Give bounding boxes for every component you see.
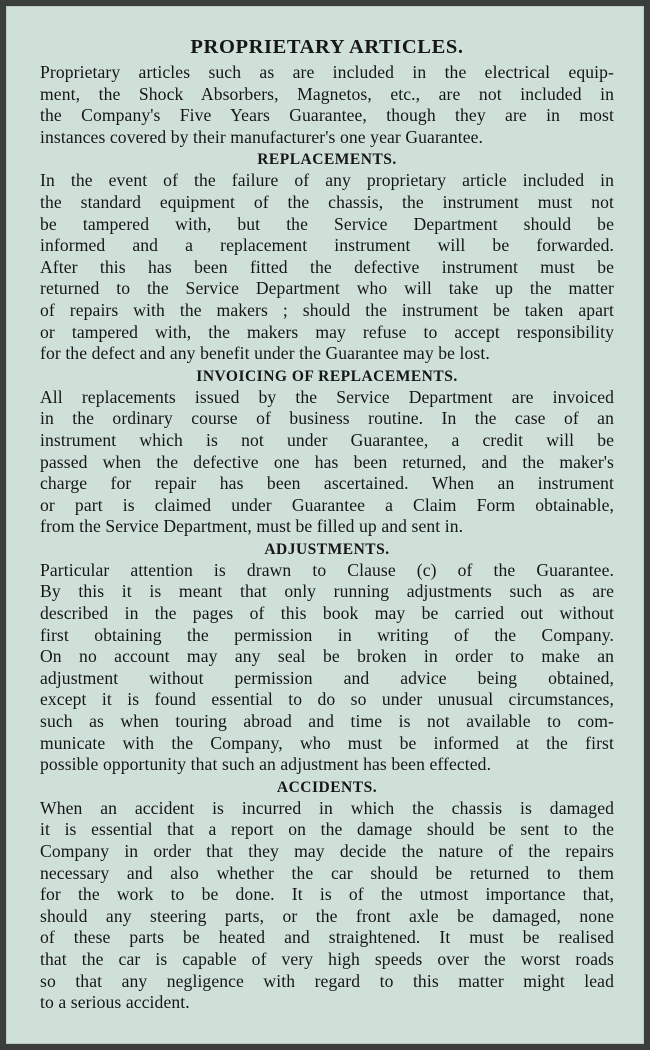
section-heading-adjustments: ADJUSTMENTS. bbox=[264, 540, 390, 558]
page-content bbox=[40, 34, 614, 1015]
text-line: be tampered with, but the Service Department should be bbox=[40, 213, 614, 234]
text-line: informed and a replacement instrument will be forwarded. bbox=[40, 235, 614, 256]
paragraph-accidents bbox=[40, 798, 614, 1014]
section-heading-proprietary-articles: PROPRIETARY ARTICLES. bbox=[190, 36, 464, 58]
text-line: from the Service Department, must be filled up and sent in. bbox=[40, 516, 464, 537]
text-line: Proprietary articles such as are included in the electrical equip- bbox=[40, 62, 614, 82]
text-line: or part is claimed under Guarantee a Claim Form obtainable, bbox=[40, 494, 614, 515]
paragraph-proprietary-articles bbox=[40, 62, 614, 148]
text-line: When an accident is incurred in which the chassis is damaged bbox=[40, 797, 614, 818]
text-line: first obtaining the permission in writing of the Company. bbox=[40, 624, 614, 645]
text-line: municate with the Company, who must be informed at the first bbox=[40, 732, 614, 753]
text-line: On no account may any seal be broken in order to make an bbox=[40, 646, 614, 667]
text-line: By this it is meant that only running adjustments such as are bbox=[40, 581, 614, 602]
text-line: except it is found essential to do so under unusual circumstances, bbox=[40, 689, 614, 710]
text-line: such as when touring abroad and time is not available to com- bbox=[40, 711, 614, 732]
section-heading-accidents: ACCIDENTS. bbox=[276, 778, 378, 796]
text-line: necessary and also whether the car should be returned to them bbox=[40, 862, 614, 883]
text-line: described in the pages of this book may be carried out without bbox=[40, 603, 614, 624]
paragraph-invoicing bbox=[40, 387, 614, 538]
text-line: of repairs with the makers ; should the instrument be taken apart bbox=[40, 299, 614, 320]
text-line: to a serious accident. bbox=[40, 992, 190, 1013]
text-line: it is essential that a report on the damage should be sent to the bbox=[40, 819, 614, 840]
text-line: or tampered with, the makers may refuse to accept responsibility bbox=[40, 321, 614, 342]
text-line: for the work to be done. It is of the utmost importance that, bbox=[40, 884, 614, 905]
section-heading-invoicing: INVOICING OF REPLACEMENTS. bbox=[196, 367, 458, 385]
text-line: the Company's Five Years Guarantee, though they are in most bbox=[40, 105, 614, 126]
text-line: In the event of the failure of any proprietary article included in bbox=[40, 170, 614, 191]
text-line: possible opportunity that such an adjustment has been effected. bbox=[40, 754, 492, 775]
text-line: instances covered by their manufacturer's one year Guarantee. bbox=[40, 126, 484, 147]
text-line: After this has been fitted the defective instrument must be bbox=[40, 256, 614, 277]
text-line: Company in order that they may decide the nature of the repairs bbox=[40, 841, 614, 861]
paragraph-adjustments bbox=[40, 560, 614, 776]
text-line: charge for repair has been ascertained. When an instrument bbox=[40, 473, 614, 494]
text-line: in the ordinary course of business routine. In the case of an bbox=[40, 408, 614, 429]
text-line: should any steering parts, or the front axle be damaged, none bbox=[40, 905, 614, 926]
text-line: ment, the Shock Absorbers, Magnetos, etc., are not included in bbox=[40, 83, 614, 104]
text-line: adjustment without permission and advice being obtained, bbox=[40, 667, 614, 688]
paragraph-replacements bbox=[40, 170, 614, 364]
text-line: instrument which is not under Guarantee, a credit will be bbox=[40, 429, 614, 450]
text-line: for the defect and any benefit under the Guarantee may be lost. bbox=[40, 343, 490, 364]
text-line: so that any negligence with regard to this matter might lead bbox=[40, 970, 614, 991]
text-line: returned to the Service Department who will take up the matter bbox=[40, 278, 614, 299]
text-line: of these parts be heated and straightened. It must be realised bbox=[40, 927, 614, 948]
text-line: passed when the defective one has been returned, and the maker's bbox=[40, 451, 614, 472]
manual-page bbox=[6, 6, 644, 1044]
section-heading-replacements: REPLACEMENTS. bbox=[257, 151, 397, 169]
text-line: that the car is capable of very high speeds over the worst roads bbox=[40, 948, 614, 969]
text-line: the standard equipment of the chassis, the instrument must not bbox=[40, 191, 614, 212]
text-line: Particular attention is drawn to Clause (c) of the Guarantee. bbox=[40, 559, 614, 580]
text-line: All replacements issued by the Service Department are invoiced bbox=[40, 386, 614, 407]
